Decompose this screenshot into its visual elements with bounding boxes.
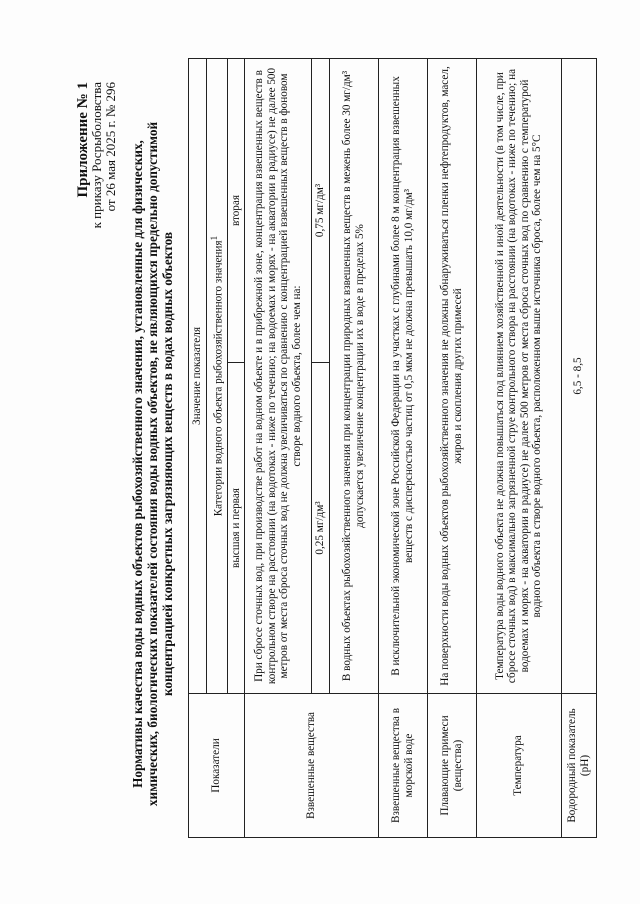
row-text-suspended-2: В водных объектах рыбохозяйственного значения при концентрации природных взвешенных веществ в межень более 30 мг/дм³ допускается увеличение концентрации их в воде в пределах 5% <box>329 59 378 694</box>
appendix-header <box>76 82 118 228</box>
row-name-ph: Водородный показатель (рН) <box>561 694 596 838</box>
header-cat-second: вторая <box>227 59 245 363</box>
row-text-temp: Температура воды водного объекта не должна повышаться под влиянием хозяйственной и иной деятельности (в том числе, при сбросе сточных вод) в максимально загрязненной струе контрольного створа на расстоянии (на водотоках - ниже по течению; на водоемах и морях - на акватории в радиусе) не далее 500 метров от места сброса сточных вод по сравнению с температурой водного объекта в створе водного объекта, расположенном выше источника сброса, более чем на 5°С <box>476 59 561 694</box>
row-name-sea: Взвешенные вещества в морской воде <box>378 694 427 838</box>
norms-table <box>188 58 597 838</box>
header-category-text: Категории водного объекта рыбохозяйственного значения <box>212 240 225 517</box>
header-indicators: Показатели <box>189 694 245 838</box>
header-category <box>206 59 227 694</box>
row-text-floating: На поверхности воды водных объектов рыбохозяйственного значения не должны обнаруживаться пленки нефтепродуктов, масел, жиров и скопления других примесей <box>427 59 476 694</box>
row-name-temp: Температура <box>476 694 561 838</box>
appendix-title: Приложение № 1 <box>75 82 91 198</box>
row-text-sea: В исключительной экономической зоне Российской Федерации на участках с глубинами более 8 м концентрация взвешенных веществ с дисперсностью частиц от 0,5 мкм не должна превышать 10,0 мг/дм³ <box>378 59 427 694</box>
row-text-suspended: При сбросе сточных вод, при производстве работ на водном объекте и в прибрежной зоне, концентрация взвешенных веществ в контрольном створе на расстоянии (на водотоках - ниже по течению; на водоемах и морях - на акватории в радиусе) не далее 500 метров от места сброса сточных вод не должна увеличиваться по сравнению с концентрацией взвешенных веществ в фоновом створе водного объекта, более чем на: <box>245 59 312 694</box>
row-val-second: 0,75 мг/дм³ <box>312 59 330 363</box>
footnote-mark: 1 <box>209 235 220 241</box>
row-text-ph: 6,5 - 8,5 <box>561 59 596 694</box>
document-title: Нормативы качества воды водных объектов рыбохозяйственного значения, установленные для физических, химических, биологических показателей состояния воды водных объектов, не являющихся предельно допустимой концентрацией конкретных загрязняющих веществ в водах водных объектов <box>130 121 175 807</box>
appendix-order: к приказу Росрыболовства <box>89 82 104 229</box>
row-name-suspended: Взвешенные вещества <box>245 694 379 838</box>
header-value: Значение показателя <box>189 59 207 694</box>
row-val-high: 0,25 мг/дм³ <box>312 363 330 694</box>
row-name-floating: Плавающие примеси (вещества) <box>427 694 476 838</box>
appendix-date: от 26 мая 2025 г. № 296 <box>103 82 118 212</box>
header-cat-high: высшая и первая <box>227 363 245 694</box>
